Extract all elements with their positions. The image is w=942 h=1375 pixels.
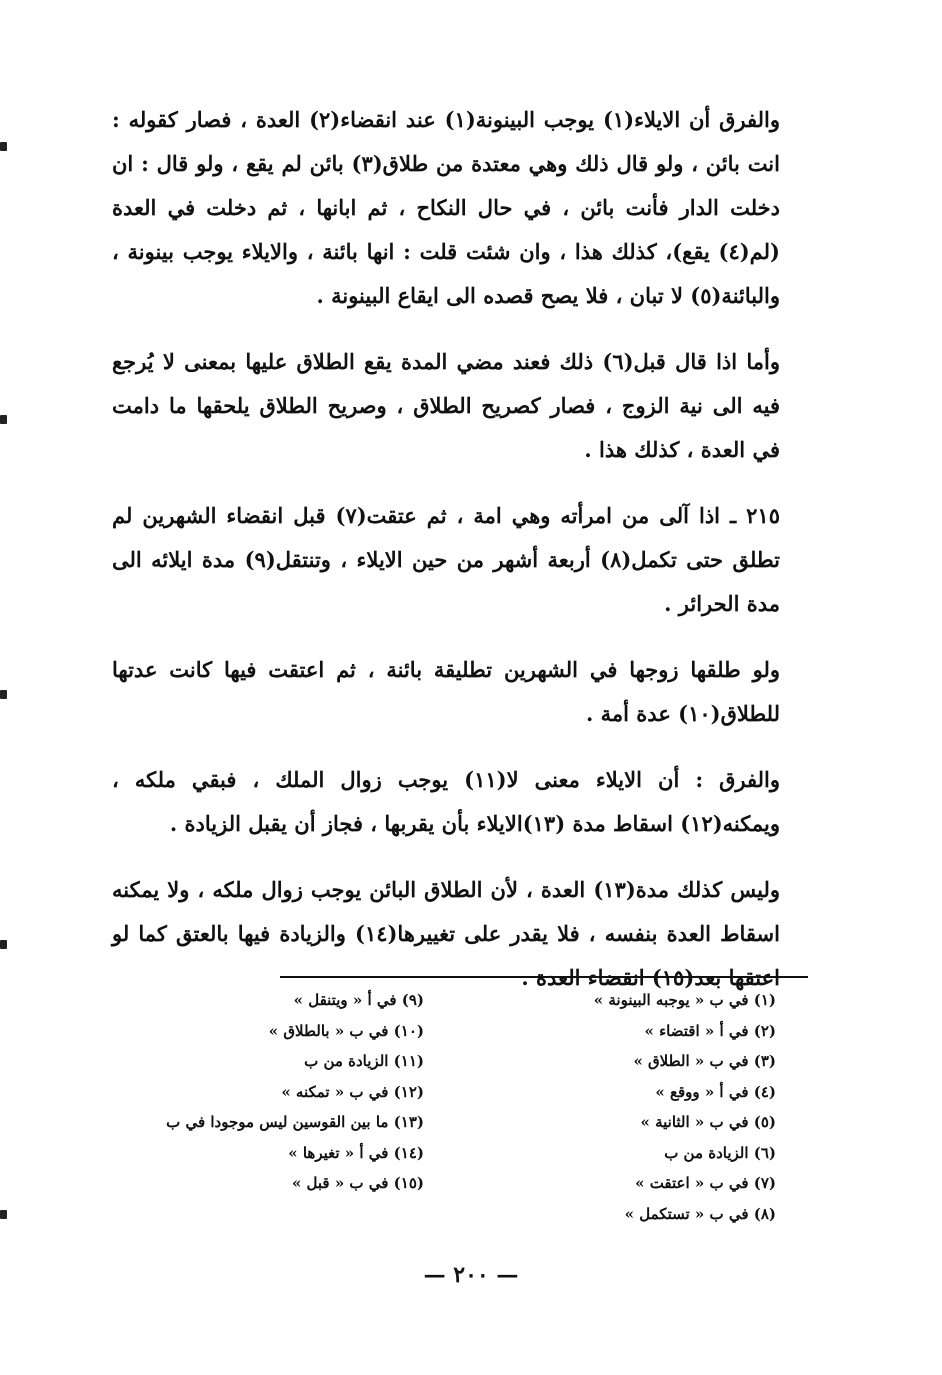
margin-mark <box>0 690 7 699</box>
page-number: — ٢٠٠ — <box>423 1262 519 1288</box>
margin-mark <box>0 1210 7 1219</box>
paragraph: والفرق أن الايلاء(١) يوجب البينونة(١) عند انقضاء(٢) العدة ، فصار كقوله : انت بائن ، ولو قال ذلك وهي معتدة من طلاق(٣) بائن لم يقع ، ولو قال : ان دخلت الدار فأنت بائن ، في حال النكاح ، ثم ابانها ، ثم دخلت في العدة (لم(٤) يقع)، كذلك هذا ، وان شئت قلت : انها بائنة ، والايلاء يوجب بينونة ، والبائنة(٥) لا تبان ، فلا يصح قصده الى ايقاع البينونة . <box>112 107 780 308</box>
footnote: (٨) في ب « تستكمل » <box>624 1204 776 1223</box>
footnote: (٣) في ب « الطلاق » <box>633 1052 776 1070</box>
footnote: (٦) الزيادة من ب <box>664 1143 776 1162</box>
paragraph: ولو طلقها زوجها في الشهرين تطليقة بائنة ، ثم اعتقت فيها كانت عدتها للطلاق(١٠) عدة أمة . <box>112 657 780 726</box>
paragraph: وأما اذا قال قبل(٦) ذلك فعند مضي المدة يقع الطلاق عليها بمعنى لا يُرجع فيه الى نية الزوج ، فصار كصريح الطلاق ، وصريح الطلاق يلحقها ما دامت في العدة ، كذلك هذا . <box>112 349 780 462</box>
footnote: (١٢) في ب « تمكنه » <box>281 1082 424 1101</box>
footnote: (١٤) في أ « تغيرها » <box>288 1143 424 1162</box>
margin-mark <box>0 415 7 424</box>
paragraph: وليس كذلك مدة(١٣) العدة ، لأن الطلاق البائن يوجب زوال ملكه ، ولا يمكنه اسقاط العدة بنفسه ، فلا يقدر على تغييرها(١٤) والزيادة فيها بالعتق كما لو اعتقها بعد(١٥) انقضاء العدة . <box>112 877 780 990</box>
margin-mark <box>0 142 7 151</box>
footnote: (٩) في أ « ويتنقل » <box>293 991 424 1009</box>
footnotes-column-right <box>496 985 776 1229</box>
margin-mark <box>0 940 7 949</box>
footnotes-column-left <box>124 985 424 1199</box>
footnote: (٢) في أ « اقتضاء » <box>644 1021 776 1040</box>
footnote: (١١) الزيادة من ب <box>304 1052 424 1070</box>
footnote: (١٣) ما بين القوسين ليس موجودا في ب <box>166 1113 424 1131</box>
footnote: (١) في ب « يوجبه البينونة » <box>593 991 776 1009</box>
footnote-divider <box>280 976 808 978</box>
footnote: (٤) في أ « ووقع » <box>655 1082 776 1101</box>
footnote: (٥) في ب « الثانية » <box>640 1113 776 1131</box>
footnote: (١٠) في ب « بالطلاق » <box>268 1021 424 1040</box>
paragraph: والفرق : أن الايلاء معنى لا(١١) يوجب زوال الملك ، فبقي ملكه ، ويمكنه(١٢) اسقاط مدة (١٣)الايلاء بأن يقربها ، فجاز أن يقبل الزيادة . <box>112 767 781 836</box>
footnote: (٧) في ب « اعتقت » <box>635 1174 776 1192</box>
paragraph: ٢١٥ ـ اذا آلى من امرأته وهي امة ، ثم عتقت(٧) قبل انقضاء الشهرين لم تطلق حتى تكمل(٨) أربعة أشهر من حين الايلاء ، وتنتقل(٩) مدة ايلائه الى مدة الحرائر . <box>112 503 780 616</box>
footnote: (١٥) في ب « قبل » <box>291 1174 424 1192</box>
main-text <box>112 98 780 1022</box>
